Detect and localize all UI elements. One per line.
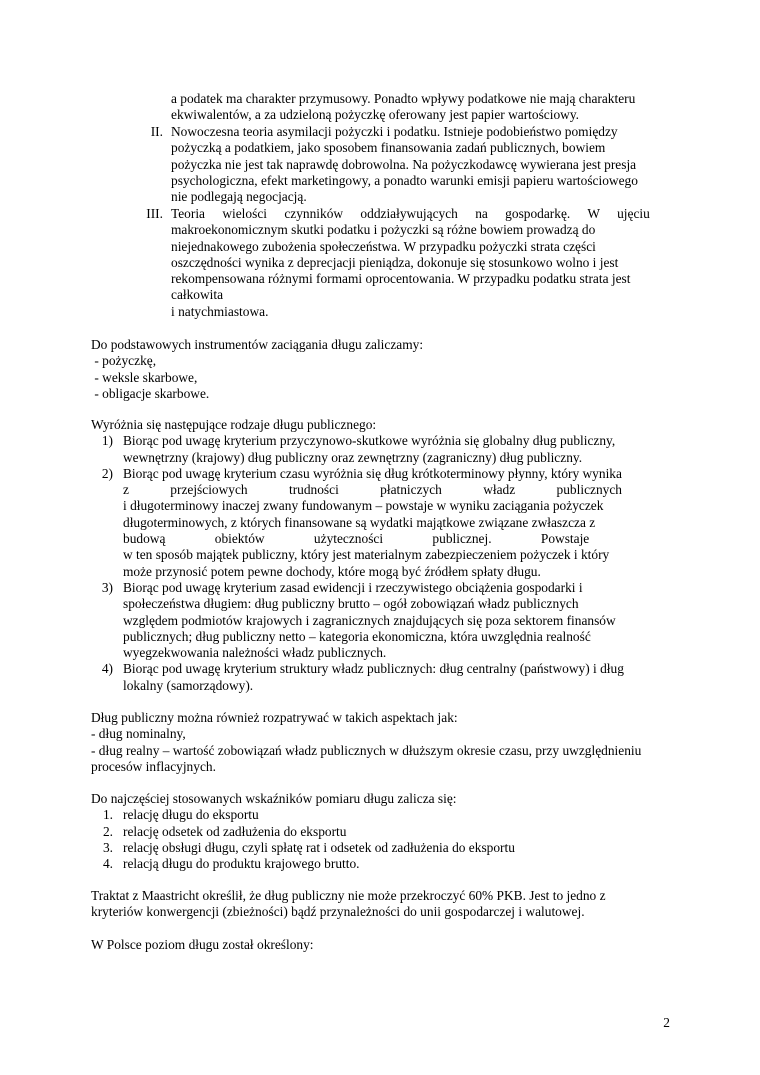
text-line: społeczeństwa długiem: dług publiczny brutto – ogół zobowiązań władz publicznych: [123, 596, 579, 612]
text-line: oszczędności wynika z deprecjacji pieniądza, dokonuje się stosunkowo wolno i jest: [171, 254, 619, 270]
text-line: całkowita: [171, 287, 224, 303]
text-line: psychologiczna, efekt marketingowy, a ponadto warunki emisji papieru wartościowego: [171, 172, 638, 188]
text-line: W Polsce poziom długu został określony:: [91, 937, 314, 952]
section-heading: Do najczęściej stosowanych wskaźników pomiaru długu zalicza się:: [91, 791, 457, 806]
list-number: 1): [101, 433, 113, 449]
debt-types-section: [91, 417, 670, 694]
page-number: 2: [663, 1015, 670, 1030]
section-heading: Wyróżnia się następujące rodzaje długu publicznego:: [91, 417, 377, 432]
text-line: Teoria wielości czynników oddziaływujących na gospodarkę. W ujęciu: [171, 206, 650, 221]
text-line: Nowoczesna teoria asymilacji pożyczki i podatku. Istnieje podobieństwo pomiędzy: [171, 124, 618, 139]
list-item: [91, 661, 670, 694]
text-line: Biorąc pod uwagę kryterium przyczynowo-skutkowe wyróżnia się globalny dług publiczny,: [123, 433, 616, 449]
list-number: 2.: [102, 823, 113, 839]
list-number: II.: [150, 124, 163, 139]
list-item: [91, 824, 670, 840]
list-item: [91, 580, 670, 661]
text-line: relację obsługi długu, czyli spłatę rat i odsetek od zadłużenia do eksportu: [123, 839, 515, 855]
poland-paragraph: [91, 937, 670, 953]
list-number: 4): [101, 661, 113, 677]
list-number: 3): [101, 579, 113, 595]
text-line: lokalny (samorządowy).: [123, 677, 254, 693]
text-line: relację odsetek od zadłużenia do eksportu: [123, 823, 347, 839]
text-line: wewnętrzny (krajowy) dług publiczny oraz zewnętrzny (zagraniczny) dług publiczny.: [123, 449, 583, 465]
text-line: kryteriów konwergencji (zbieżności) bądź przynależności do unii gospodarczej i walutowej.: [91, 904, 585, 920]
text-line: i długoterminowy inaczej zwany fundowanym – powstaje w wyniku zaciągania pożyczek: [123, 498, 604, 514]
text-line: może przynosić potem pewne dochody, które mogą być źródłem spłaty długu.: [123, 563, 541, 579]
text-line: pożyczką a podatkiem, jako sposobem finansowania zadań publicznych, bowiem: [171, 140, 606, 156]
text-line: makroekonomicznym skutki podatku i pożyczki są różne bowiem prowadzą do: [171, 222, 596, 238]
indicators-section: [91, 791, 670, 872]
text-line: relację długu do eksportu: [123, 807, 259, 823]
text-line: publicznych; dług publiczny netto – kategoria ekonomiczna, która uwzględnia realność: [123, 628, 591, 644]
list-item: - weksle skarbowe,: [91, 369, 198, 385]
list-item: [91, 433, 670, 466]
text-line: - dług nominalny,: [91, 726, 186, 742]
text-line: - dług realny – wartość zobowiązań władz publicznych w dłuższym okresie czasu, przy uwzględnieniu: [91, 742, 642, 758]
instruments-section: [91, 337, 670, 402]
text-line: długoterminowych, z których finansowane są wydatki majątkowe związane zwłaszcza z: [123, 514, 596, 530]
theory-iii: [91, 206, 670, 320]
list-number: 2): [101, 465, 113, 481]
theory-ii: [91, 124, 670, 205]
list-number: III.: [146, 206, 163, 221]
text-line: rekompensowana różnymi formami oprocentowania. W przypadku podatku strata jest: [171, 271, 631, 287]
text-line: nie podlegają negocjacją.: [171, 189, 307, 205]
list-item: - pożyczkę,: [91, 353, 157, 369]
text-line: a podatek ma charakter przymusowy. Ponadto wpływy podatkowe nie mają charakteru: [171, 91, 636, 106]
aspects-section: [91, 710, 670, 775]
text-line: względem podmiotów krajowych i zagranicznych znajdujących się poza sektorem finansów: [123, 612, 616, 628]
text-line: Traktat z Maastricht określił, że dług publiczny nie może przekroczyć 60% PKB. Jest to jedno z: [91, 888, 606, 903]
list-number: 1.: [102, 807, 113, 823]
text-line: Biorąc pod uwagę kryterium czasu wyróżnia się dług krótkoterminowy płynny, który wynika: [123, 465, 622, 481]
text-line: niejednakowego zubożenia społeczeństwa. W przypadku pożyczki strata części: [171, 238, 596, 254]
list-item: [91, 807, 670, 823]
list-item: [91, 856, 670, 872]
text-line: w ten sposób majątek publiczny, który jest materialnym zabezpieczeniem pożyczek i który: [123, 547, 610, 563]
text-line: Biorąc pod uwagę kryterium struktury władz publicznych: dług centralny (państwowy) i dług: [123, 661, 624, 677]
text-line: ekwiwalentów, a za udzieloną pożyczkę oferowany jest papier wartościowy.: [171, 107, 579, 123]
text-line: relacją długu do produktu krajowego brutto.: [123, 856, 360, 872]
section-heading: Dług publiczny można również rozpatrywać w takich aspektach jak:: [91, 710, 458, 725]
text-line: z przejściowych trudności płatniczych władz publicznych: [123, 482, 622, 498]
text-line: procesów inflacyjnych.: [91, 758, 216, 774]
text-line: budową obiektów użyteczności publicznej. Powstaje: [123, 531, 590, 547]
text-line: Biorąc pod uwagę kryterium zasad ewidencji i rzeczywistego obciążenia gospodarki i: [123, 579, 583, 595]
section-heading: Do podstawowych instrumentów zaciągania długu zaliczamy:: [91, 337, 424, 352]
text-line: wyegzekwowania należności władz publicznych.: [123, 645, 387, 661]
text-line: i natychmiastowa.: [171, 303, 269, 319]
text-line: pożyczka nie jest tak naprawdę dobrowolna. Na pożyczkodawcę wywierana jest presja: [171, 156, 637, 172]
list-number: 3.: [102, 839, 113, 855]
theory-i-continuation: [91, 91, 670, 124]
list-item: [91, 840, 670, 856]
list-item: - obligacje skarbowe.: [91, 385, 210, 401]
list-number: 4.: [102, 856, 113, 872]
maastricht-paragraph: [91, 888, 670, 921]
list-item: [91, 466, 670, 580]
